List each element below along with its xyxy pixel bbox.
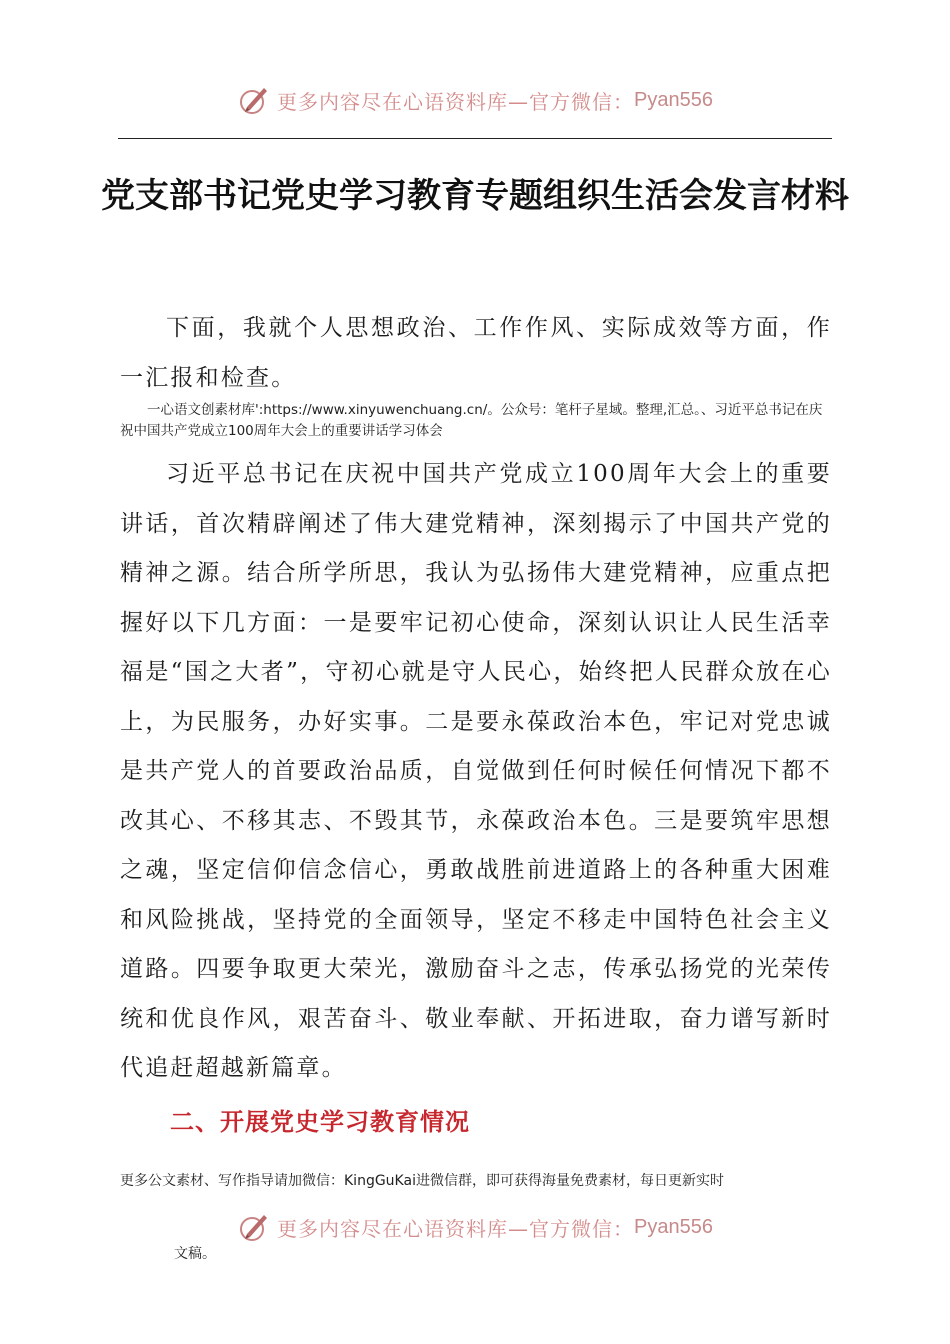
document-title: 党支部书记党史学习教育专题组织生活会发言材料 <box>101 176 849 216</box>
intro-paragraph: 下面，我就个人思想政治、工作作风、实际成效等方面，作一汇报和检查。 <box>120 315 832 391</box>
pen-logo-icon <box>237 83 271 117</box>
watermark-text: 更多内容尽在心语资料库—官方微信： <box>277 89 635 114</box>
watermark-wechat-id: Pyan556 <box>634 88 713 111</box>
header-watermark <box>0 80 950 120</box>
footer-note-tail: 文稿。 <box>174 1246 216 1262</box>
watermark-text: 更多内容尽在心语资料库—官方微信： <box>277 1216 635 1241</box>
footer-note: 更多公文素材、写作指导请加微信：KingGuKai进微信群，即可获得海量免费素材，每日更新实时 <box>120 1173 724 1189</box>
section-heading: 二、开展党史学习教育情况 <box>170 1108 470 1136</box>
watermark-wechat-id: Pyan556 <box>634 1215 713 1238</box>
body-paragraph: 习近平总书记在庆祝中国共产党成立100周年大会上的重要讲话，首次精辟阐述了伟大建党精神，深刻揭示了中国共产党的精神之源。结合所学所思，我认为弘扬伟大建党精神，应重点把握好以下几方面：一是要牢记初心使命，深刻认识让人民生活幸福是“国之大者”，守初心就是守人民心，始终把人民群众放在心上，为民服务，办好实事。二是要永葆政治本色，牢记对党忠诚是共产党人的首要政治品质，自觉做到任何时候任何情况下都不改其心、不移其志、不毁其节，永葆政治本色。三是要筑牢思想之魂，坚定信仰信念信心，勇敢战胜前进道路上的各种重大困难和风险挑战，坚持党的全面领导，坚定不移走中国特色社会主义道路。四要争取更大荣光，激励奋斗之志，传承弘扬党的光荣传统和优良作风，艰苦奋斗、敬业奉献、开拓进取，奋力谱写新时代追赶超越新篇章。 <box>120 461 832 1081</box>
footer-watermark <box>0 1207 950 1247</box>
source-note: 一心语文创素材库':https://www.xinyuwenchuang.cn/。公众号：笔杆子星域。整理,汇总。、习近平总书记在庆祝中国共产党成立100周年大会上的重要讲话学习体会 <box>120 402 823 439</box>
pen-logo-icon <box>237 1210 271 1244</box>
header-divider <box>118 138 832 139</box>
